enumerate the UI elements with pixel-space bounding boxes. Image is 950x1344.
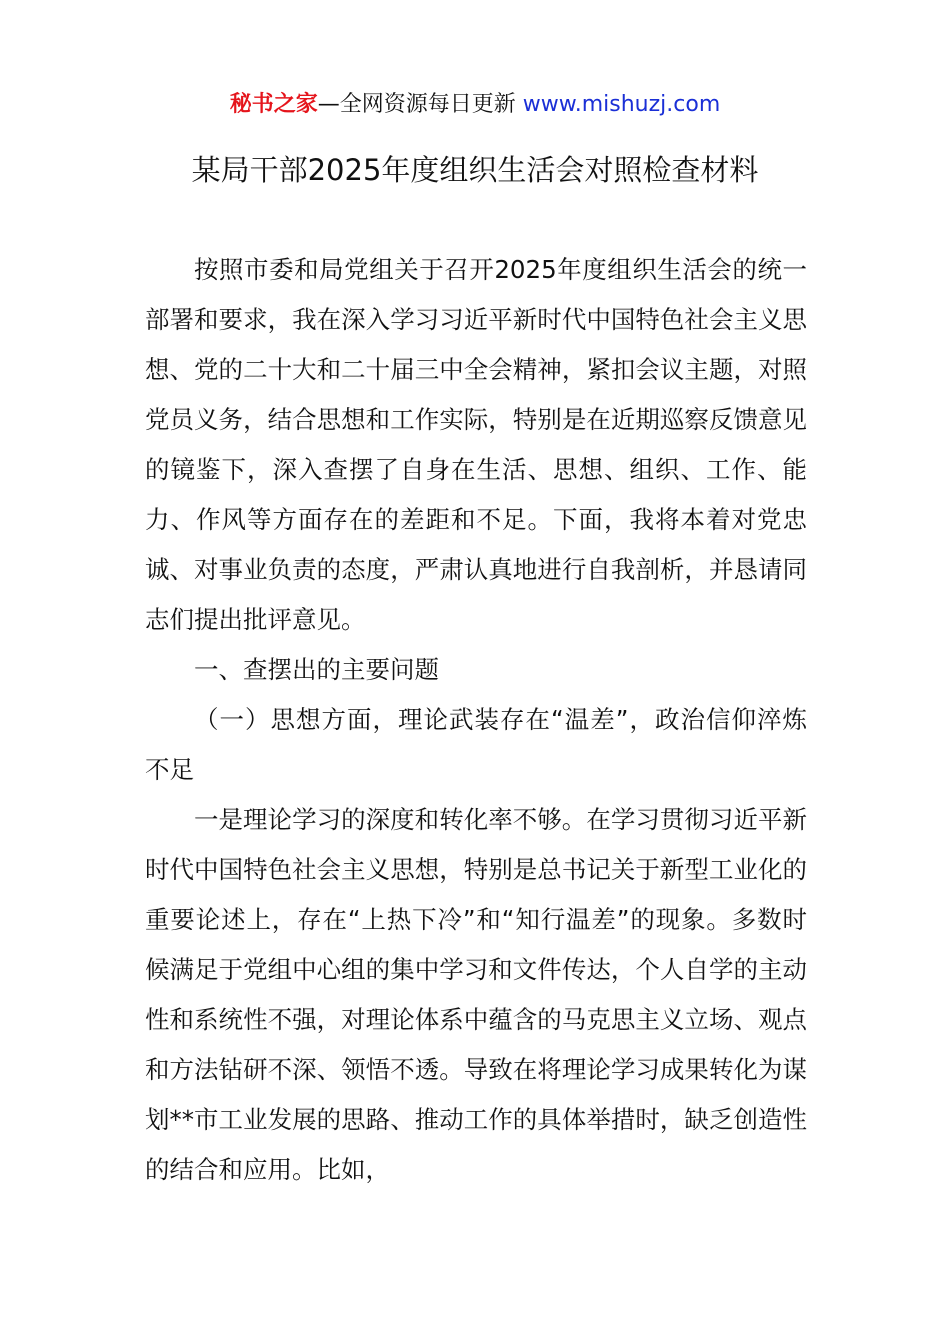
document-body (145, 245, 807, 1195)
brand-name: 秘书之家 (229, 92, 318, 117)
site-header (0, 90, 950, 120)
document-title: 某局干部2025年度组织生活会对照检查材料 (191, 153, 759, 187)
subsection-heading: （一）思想方面，理论武装存在“温差”，政治信仰淬炼不足 (145, 705, 807, 784)
site-url-link[interactable]: www.mishuzj.com (522, 92, 721, 117)
intro-paragraph: 按照市委和局党组关于召开2025年度组织生活会的统一部署和要求，我在深入学习习近平新时代中国特色社会主义思想、党的二十大和二十届三中全会精神，紧扣会议主题，对照党员义务，结合思想和工作实际，特别是在近期巡察反馈意见的镜鉴下，深入查摆了自身在生活、思想、组织、工作、能力、作风等方面存在的差距和不足。下面，我将本着对党忠诚、对事业负责的态度，严肃认真地进行自我剖析，并恳请同志们提出批评意见。 (145, 255, 807, 634)
body-paragraph: 一是理论学习的深度和转化率不够。在学习贯彻习近平新时代中国特色社会主义思想，特别是总书记关于新型工业化的重要论述上，存在“上热下冷”和“知行温差”的现象。多数时候满足于党组中心组的集中学习和文件传达，个人自学的主动性和系统性不强，对理论体系中蕴含的马克思主义立场、观点和方法钻研不深、领悟不透。导致在将理论学习成果转化为谋划**市工业发展的思路、推动工作的具体举措时，缺乏创造性的结合和应用。比如， (145, 805, 807, 1184)
header-tagline: —全网资源每日更新 (317, 92, 523, 117)
section-heading: 一、查摆出的主要问题 (194, 655, 439, 684)
